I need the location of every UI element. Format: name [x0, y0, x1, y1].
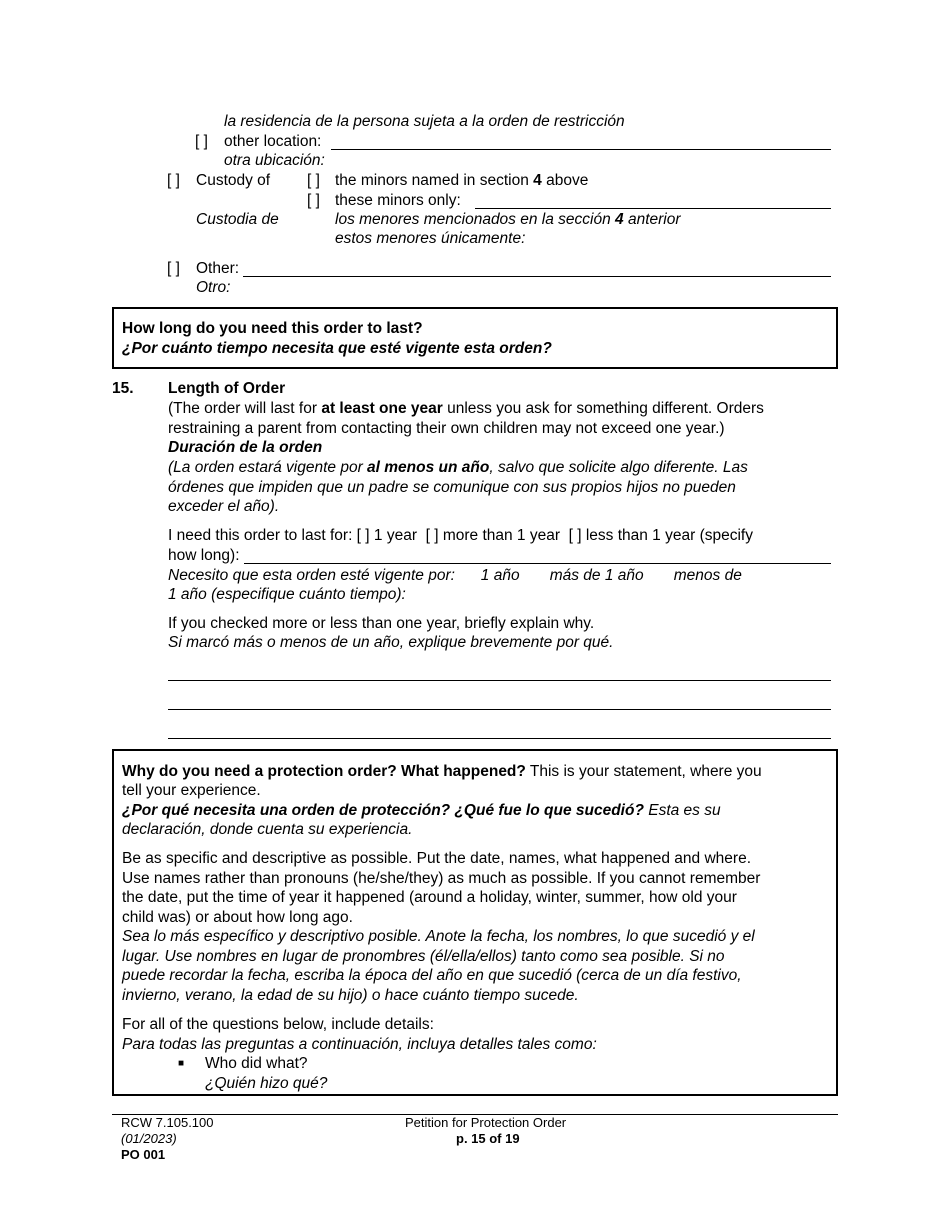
other-location-field[interactable] [331, 149, 831, 150]
bullet-icon: ■ [178, 1058, 185, 1069]
duration-options-es-line2: 1 año (especifique cuánto tiempo): [168, 586, 406, 603]
explain-line-2[interactable] [168, 709, 831, 710]
instructions-line: the date, put the time of year it happened (around a holiday, winter, summer, how old your [122, 889, 737, 906]
length-question-title-es: ¿Por cuánto tiempo necesita que esté vigente esta orden? [122, 340, 552, 357]
custody-minors-section4-label: the minors named in section 4 above [335, 172, 589, 189]
instructions-line: Be as specific and descriptive as possible. Put the date, names, what happened and where. [122, 850, 751, 867]
instructions-es-line: lugar. Use nombres en lugar de pronombres (él/ella/ellos) tanto como sea posible. Si no [122, 948, 725, 965]
custody-minors-section4-checkbox[interactable]: [ ] [307, 172, 320, 189]
custody-checkbox[interactable]: [ ] [167, 172, 180, 189]
instructions-line: Use names rather than pronouns (he/she/they) as much as possible. If you cannot remember [122, 870, 761, 887]
instructions-es-line: Sea lo más específico y descriptivo posible. Anote la fecha, los nombres, lo que sucedió y el [122, 928, 755, 945]
bullet-item: Who did what? [205, 1055, 308, 1072]
custody-these-minors-checkbox[interactable]: [ ] [307, 192, 320, 209]
other-label-es: Otro: [196, 279, 231, 296]
explain-label-es: Si marcó más o menos de un año, explique brevemente por qué. [168, 634, 614, 651]
other-label: Other: [196, 260, 240, 277]
instructions-es-line: puede recordar la fecha, escriba la época del año en que sucedió (cerca de un día festivo, [122, 967, 742, 984]
footer-page-number: p. 15 of 19 [456, 1131, 520, 1146]
custody-these-minors-label-es: estos menores únicamente: [335, 230, 526, 247]
section-desc-es-line3: exceder el año). [168, 498, 280, 515]
section-desc-es-line2: órdenes que impiden que un padre se comunique con sus propios hijos no pueden [168, 479, 736, 496]
custody-minors-section4-label-es: los menores mencionados en la sección 4 anterior [335, 211, 681, 228]
footer-date: (01/2023) [121, 1131, 177, 1146]
custody-label: Custody of [196, 172, 271, 189]
section-desc-line2: restraining a parent from contacting their own children may not exceed one year.) [168, 420, 725, 437]
other-field[interactable] [243, 276, 831, 277]
instructions-es-line: invierno, verano, la edad de su hijo) o hace cuánto tiempo sucede. [122, 987, 579, 1004]
other-location-label-es: otra ubicación: [224, 152, 325, 169]
duration-options-es-line1: Necesito que esta orden esté vigente por: 1 año más de 1 año menos de [168, 567, 742, 584]
other-location-label: other location: [224, 133, 322, 150]
bullet-item-es: ¿Quién hizo qué? [205, 1075, 328, 1092]
statement-instructions-box [112, 749, 838, 1096]
residence-label-es: la residencia de la persona sujeta a la orden de restricción [224, 113, 625, 130]
statement-title-line2: tell your experience. [122, 782, 261, 799]
statement-title-es-line2: declaración, donde cuenta su experiencia. [122, 821, 413, 838]
section-number: 15. [112, 380, 134, 397]
custody-these-minors-field[interactable] [475, 208, 831, 209]
length-question-title: How long do you need this order to last? [122, 320, 423, 337]
section-desc-line1: (The order will last for at least one year unless you ask for something different. Orders [168, 400, 764, 417]
footer-form-title: Petition for Protection Order [405, 1115, 567, 1130]
footer-form-id: PO 001 [121, 1147, 166, 1162]
other-checkbox[interactable]: [ ] [167, 260, 180, 277]
details-intro: For all of the questions below, include details: [122, 1016, 434, 1033]
custody-label-es: Custodia de [196, 211, 279, 228]
duration-howlong-field[interactable] [244, 563, 831, 564]
section-title-es: Duración de la orden [168, 439, 323, 456]
instructions-line: child was) or about how long ago. [122, 909, 353, 926]
explain-label: If you checked more or less than one year, briefly explain why. [168, 615, 595, 632]
duration-options-line1[interactable]: I need this order to last for: [ ] 1 year [ ] more than 1 year [ ] less than 1 year (specify [168, 527, 753, 544]
footer-statute: RCW 7.105.100 [121, 1115, 214, 1130]
custody-these-minors-label: these minors only: [335, 192, 461, 209]
details-intro-es: Para todas las preguntas a continuación, incluya detalles tales como: [122, 1036, 597, 1053]
section-title: Length of Order [168, 380, 286, 397]
duration-howlong-label: how long): [168, 547, 240, 564]
length-question-box [112, 307, 838, 369]
other-location-checkbox[interactable]: [ ] [195, 133, 208, 150]
section-desc-es-line1: (La orden estará vigente por al menos un año, salvo que solicite algo diferente. Las [168, 459, 748, 476]
explain-line-3[interactable] [168, 738, 831, 739]
statement-title: Why do you need a protection order? What happened? This is your statement, where you [122, 763, 762, 780]
statement-title-es: ¿Por qué necesita una orden de protección? ¿Qué fue lo que sucedió? Esta es su [122, 802, 721, 819]
explain-line-1[interactable] [168, 680, 831, 681]
